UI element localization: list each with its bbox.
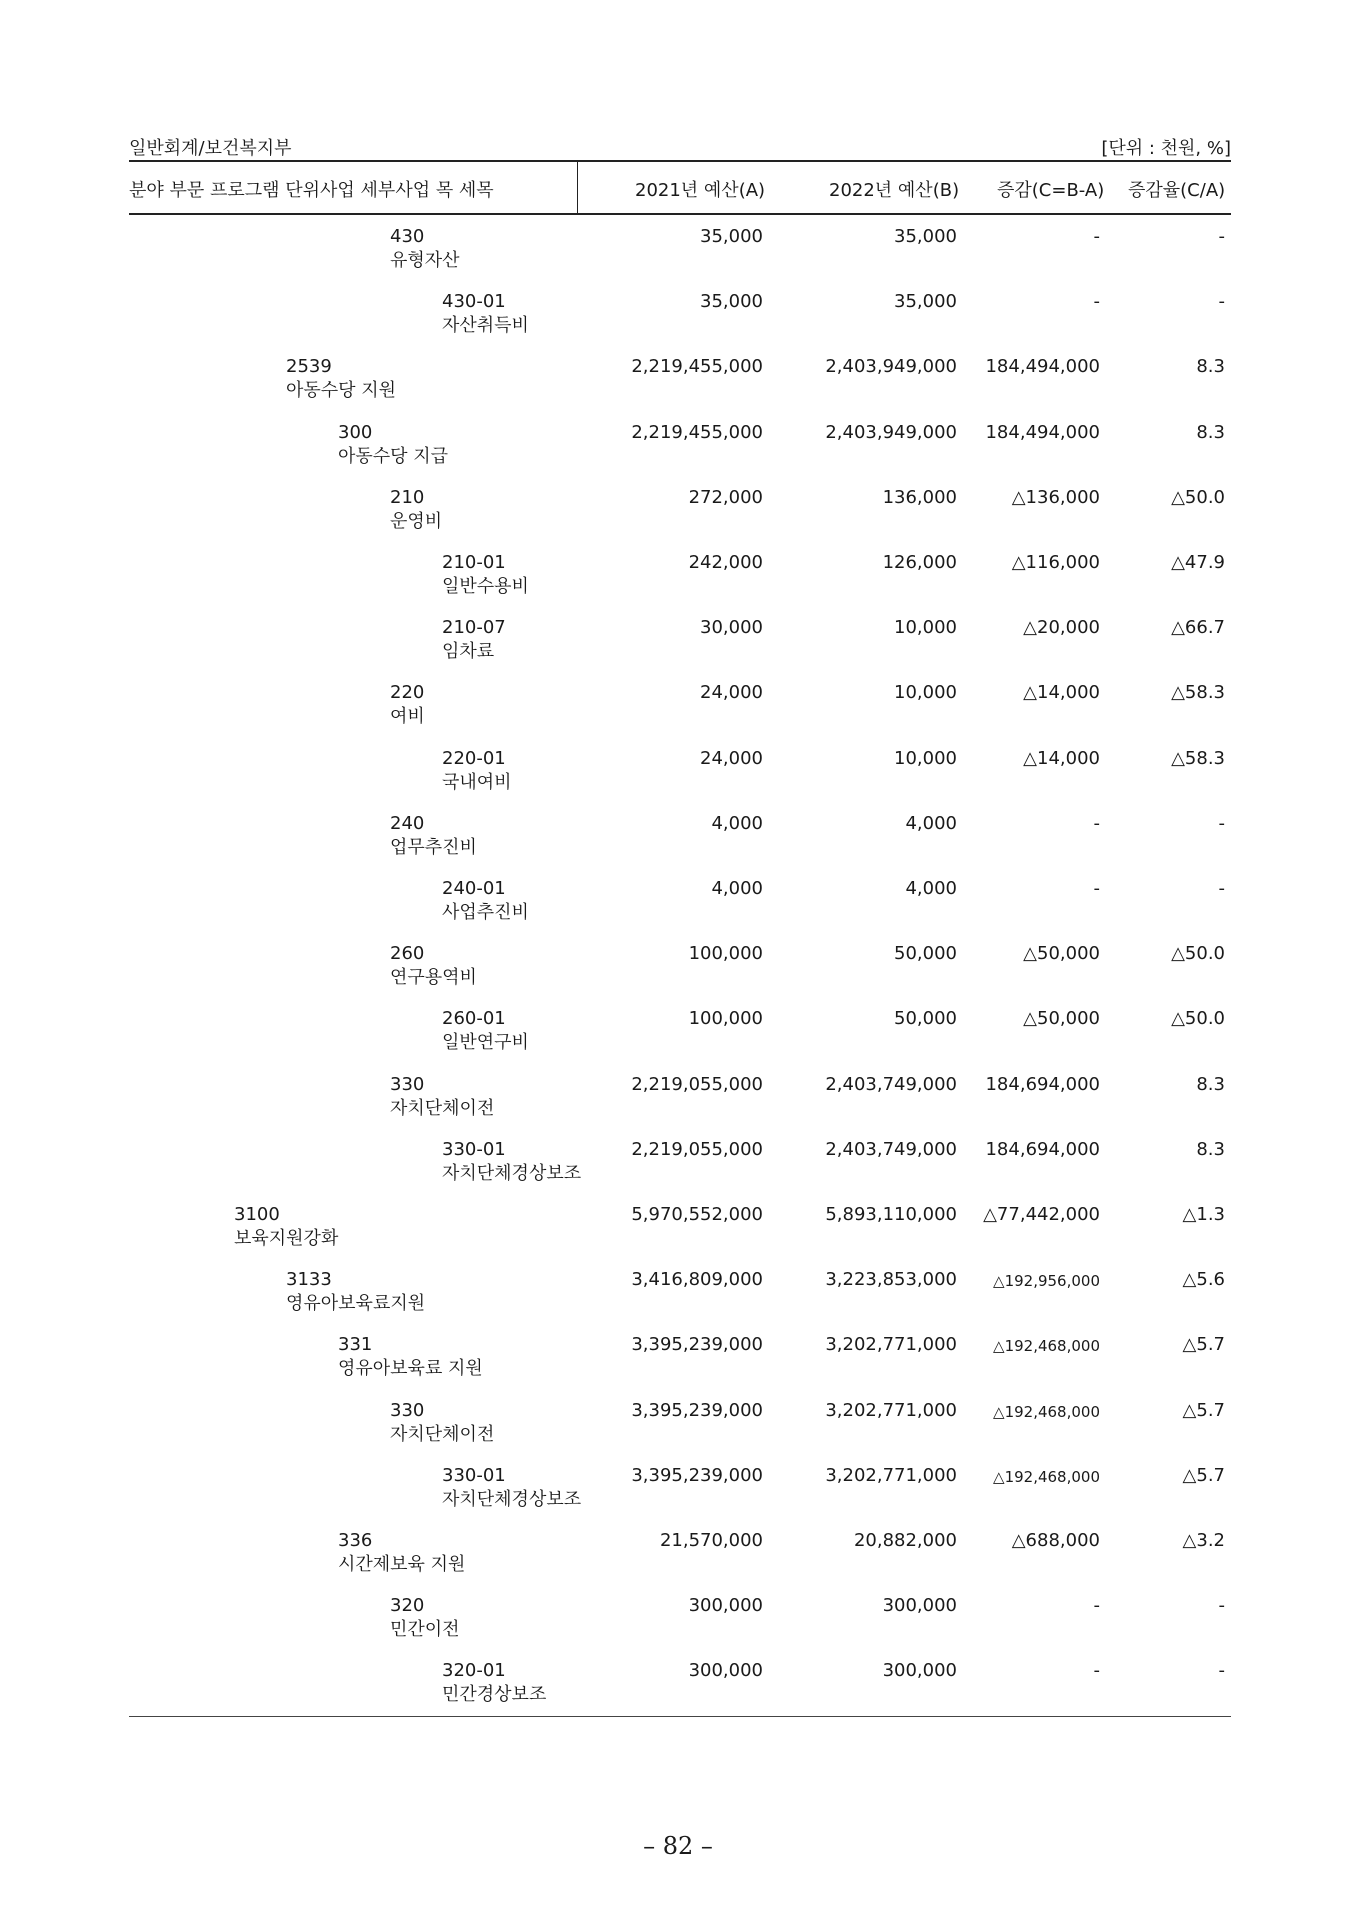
- budget-2021-value: 3,395,239,000: [631, 1334, 763, 1356]
- change-value: 184,494,000: [985, 356, 1100, 378]
- item-name: 일반연구비: [442, 1032, 529, 1054]
- budget-2021-value: 4,000: [711, 812, 763, 834]
- change-rate-value: △58.3: [1171, 682, 1225, 704]
- budget-2022-value: 136,000: [882, 486, 957, 508]
- change-rate-value: △5.7: [1182, 1464, 1225, 1486]
- table-row: [0, 1530, 1356, 1594]
- table-row: [0, 422, 1356, 486]
- change-rate-header: 증감율(C/A): [1128, 180, 1226, 201]
- item-code: 220: [390, 682, 425, 704]
- budget-2021-value: 242,000: [688, 552, 763, 573]
- budget-2021-value: 300,000: [688, 1595, 763, 1617]
- budget-2021-value: 2,219,455,000: [631, 356, 763, 378]
- budget-2021-value: 24,000: [700, 747, 763, 769]
- table-row: [0, 356, 1356, 420]
- change-rate-value: -: [1218, 1595, 1225, 1617]
- item-code: 330: [390, 1399, 425, 1421]
- budget-2021-value: 30,000: [700, 617, 763, 639]
- budget-2022-value: 50,000: [894, 1008, 957, 1030]
- table-row: [0, 1269, 1356, 1333]
- budget-2022-value: 2,403,949,000: [825, 356, 957, 378]
- change-value: △77,442,000: [983, 1204, 1100, 1225]
- item-name: 영유아보육료지원: [286, 1293, 426, 1315]
- item-name: 자치단체경상보조: [442, 1162, 582, 1184]
- budget-2021-value: 2,219,055,000: [631, 1073, 763, 1095]
- classification-header: 분야 부문 프로그램 단위사업 세부사업 목 세목: [129, 180, 494, 201]
- item-name: 자치단체이전: [390, 1097, 495, 1119]
- change-rate-value: △66.7: [1171, 617, 1225, 639]
- table-row: [0, 617, 1356, 681]
- table-row: [0, 1074, 1356, 1138]
- budget-2021-value: 2,219,055,000: [631, 1138, 763, 1160]
- table-row: [0, 1139, 1356, 1203]
- budget-2022-value: 2,403,749,000: [825, 1073, 957, 1095]
- budget-2022-value: 4,000: [905, 878, 957, 899]
- item-code: 430-01: [442, 291, 506, 313]
- item-code: 210: [390, 486, 425, 508]
- item-code: 330-01: [442, 1138, 506, 1160]
- item-name: 민간이전: [390, 1619, 460, 1641]
- item-name: 임차료: [442, 641, 495, 663]
- budget-2022-header: 2022년 예산(B): [829, 180, 960, 201]
- change-rate-value: △58.3: [1171, 747, 1225, 769]
- budget-2021-value: 35,000: [700, 291, 763, 313]
- budget-2021-value: 3,395,239,000: [631, 1399, 763, 1421]
- budget-2021-value: 4,000: [711, 878, 763, 899]
- change-rate-value: △50.0: [1171, 1008, 1225, 1030]
- item-code: 320: [390, 1595, 425, 1617]
- table-row: [0, 1204, 1356, 1268]
- item-name: 사업추진비: [442, 902, 529, 923]
- budget-2021-value: 21,570,000: [659, 1530, 763, 1551]
- budget-2021-value: 5,970,552,000: [631, 1204, 763, 1225]
- header-divider: [577, 162, 578, 213]
- table-header-rule: [129, 213, 1231, 215]
- budget-2021-value: 100,000: [688, 943, 763, 965]
- item-code: 210-01: [442, 552, 506, 573]
- table-row: [0, 682, 1356, 746]
- item-code: 2539: [286, 356, 332, 378]
- item-code: 240: [390, 812, 425, 834]
- item-name: 국내여비: [442, 771, 512, 793]
- budget-2022-value: 35,000: [894, 226, 957, 247]
- budget-2021-value: 300,000: [688, 1660, 763, 1682]
- item-name: 아동수당 지급: [338, 445, 449, 467]
- change-value: △192,468,000: [993, 1337, 1100, 1356]
- change-rate-value: -: [1218, 1660, 1225, 1682]
- account-title: 일반회계/보건복지부: [129, 138, 292, 159]
- item-name: 민간경상보조: [442, 1684, 547, 1706]
- table-row: [0, 1400, 1356, 1464]
- table-row: [0, 226, 1356, 290]
- page-number: – 82 –: [643, 1832, 713, 1860]
- budget-2022-value: 4,000: [905, 812, 957, 834]
- budget-2022-value: 35,000: [894, 291, 957, 313]
- change-rate-value: 8.3: [1196, 356, 1225, 378]
- change-rate-value: △5.7: [1182, 1399, 1225, 1421]
- change-value: △116,000: [1011, 552, 1100, 573]
- change-rate-value: △5.6: [1182, 1269, 1225, 1291]
- item-code: 330: [390, 1073, 425, 1095]
- change-value: 184,694,000: [985, 1138, 1100, 1160]
- change-rate-value: -: [1218, 291, 1225, 313]
- item-code: 300: [338, 421, 373, 443]
- budget-2022-value: 3,223,853,000: [825, 1269, 957, 1291]
- change-rate-value: -: [1218, 878, 1225, 899]
- item-name: 자치단체경상보조: [442, 1488, 582, 1510]
- item-name: 보육지원강화: [234, 1228, 339, 1249]
- table-row: [0, 487, 1356, 551]
- budget-2021-value: 35,000: [700, 226, 763, 247]
- item-name: 자산취득비: [442, 315, 529, 337]
- change-rate-value: -: [1218, 226, 1225, 247]
- change-value: △192,468,000: [993, 1467, 1100, 1486]
- item-code: 210-07: [442, 617, 506, 639]
- budget-2022-value: 10,000: [894, 682, 957, 704]
- unit-label: [단위 : 천원, %]: [1101, 138, 1231, 159]
- budget-2021-value: 2,219,455,000: [631, 421, 763, 443]
- budget-2022-value: 3,202,771,000: [825, 1464, 957, 1486]
- item-code: 260-01: [442, 1008, 506, 1030]
- change-value: △20,000: [1023, 617, 1100, 639]
- table-row: [0, 943, 1356, 1007]
- item-code: 220-01: [442, 747, 506, 769]
- change-value: -: [1093, 291, 1100, 313]
- change-rate-value: 8.3: [1196, 421, 1225, 443]
- budget-2022-value: 2,403,949,000: [825, 421, 957, 443]
- item-code: 240-01: [442, 878, 506, 899]
- item-code: 330-01: [442, 1464, 506, 1486]
- item-name: 유형자산: [390, 250, 460, 271]
- change-rate-value: △50.0: [1171, 943, 1225, 965]
- budget-2022-value: 126,000: [882, 552, 957, 573]
- item-name: 연구용역비: [390, 967, 477, 989]
- item-name: 여비: [390, 706, 425, 728]
- change-value: △192,956,000: [993, 1272, 1100, 1291]
- change-value: -: [1093, 226, 1100, 247]
- table-row: [0, 291, 1356, 355]
- item-code: 336: [338, 1530, 373, 1551]
- change-value: △688,000: [1011, 1530, 1100, 1551]
- item-name: 업무추진비: [390, 836, 477, 858]
- change-header: 증감(C=B-A): [997, 180, 1105, 201]
- budget-2021-value: 3,416,809,000: [631, 1269, 763, 1291]
- budget-2022-value: 3,202,771,000: [825, 1399, 957, 1421]
- table-row: [0, 878, 1356, 942]
- budget-2022-value: 10,000: [894, 617, 957, 639]
- budget-2022-value: 20,882,000: [853, 1530, 957, 1551]
- change-value: △50,000: [1023, 1008, 1100, 1030]
- item-name: 운영비: [390, 510, 443, 532]
- budget-2022-value: 300,000: [882, 1660, 957, 1682]
- table-row: [0, 1465, 1356, 1529]
- budget-2021-value: 272,000: [688, 486, 763, 508]
- change-value: △192,468,000: [993, 1402, 1100, 1421]
- item-code: 3100: [234, 1204, 280, 1225]
- change-rate-value: -: [1218, 812, 1225, 834]
- budget-2021-header: 2021년 예산(A): [635, 180, 766, 201]
- change-value: 184,494,000: [985, 421, 1100, 443]
- change-rate-value: △1.3: [1182, 1204, 1225, 1225]
- table-row: [0, 1008, 1356, 1072]
- item-name: 일반수용비: [442, 576, 529, 597]
- table-row: [0, 813, 1356, 877]
- change-rate-value: △50.0: [1171, 486, 1225, 508]
- table-row: [0, 1334, 1356, 1398]
- budget-2022-value: 3,202,771,000: [825, 1334, 957, 1356]
- change-value: △14,000: [1023, 747, 1100, 769]
- budget-2021-value: 24,000: [700, 682, 763, 704]
- item-code: 430: [390, 226, 425, 247]
- table-bottom-rule: [129, 1716, 1231, 1717]
- table-row: [0, 748, 1356, 812]
- budget-2022-value: 300,000: [882, 1595, 957, 1617]
- item-code: 331: [338, 1334, 373, 1356]
- table-row: [0, 1595, 1356, 1659]
- item-code: 320-01: [442, 1660, 506, 1682]
- item-name: 시간제보육 지원: [338, 1554, 466, 1575]
- table-row: [0, 1660, 1356, 1724]
- item-name: 아동수당 지원: [286, 380, 397, 402]
- table-header: [129, 160, 1231, 213]
- budget-2022-value: 5,893,110,000: [825, 1204, 957, 1225]
- change-rate-value: △5.7: [1182, 1334, 1225, 1356]
- item-code: 3133: [286, 1269, 332, 1291]
- change-rate-value: △3.2: [1182, 1530, 1225, 1551]
- change-value: -: [1093, 1595, 1100, 1617]
- budget-2021-value: 3,395,239,000: [631, 1464, 763, 1486]
- change-rate-value: △47.9: [1171, 552, 1225, 573]
- budget-2022-value: 10,000: [894, 747, 957, 769]
- budget-2022-value: 50,000: [894, 943, 957, 965]
- change-value: △14,000: [1023, 682, 1100, 704]
- item-name: 자치단체이전: [390, 1423, 495, 1445]
- change-value: △50,000: [1023, 943, 1100, 965]
- change-rate-value: 8.3: [1196, 1073, 1225, 1095]
- change-value: -: [1093, 812, 1100, 834]
- change-value: -: [1093, 878, 1100, 899]
- change-value: -: [1093, 1660, 1100, 1682]
- page-header: [129, 134, 1231, 158]
- item-name: 영유아보육료 지원: [338, 1358, 483, 1380]
- table-row: [0, 552, 1356, 616]
- budget-2021-value: 100,000: [688, 1008, 763, 1030]
- change-rate-value: 8.3: [1196, 1138, 1225, 1160]
- item-code: 260: [390, 943, 425, 965]
- budget-2022-value: 2,403,749,000: [825, 1138, 957, 1160]
- change-value: 184,694,000: [985, 1073, 1100, 1095]
- change-value: △136,000: [1011, 486, 1100, 508]
